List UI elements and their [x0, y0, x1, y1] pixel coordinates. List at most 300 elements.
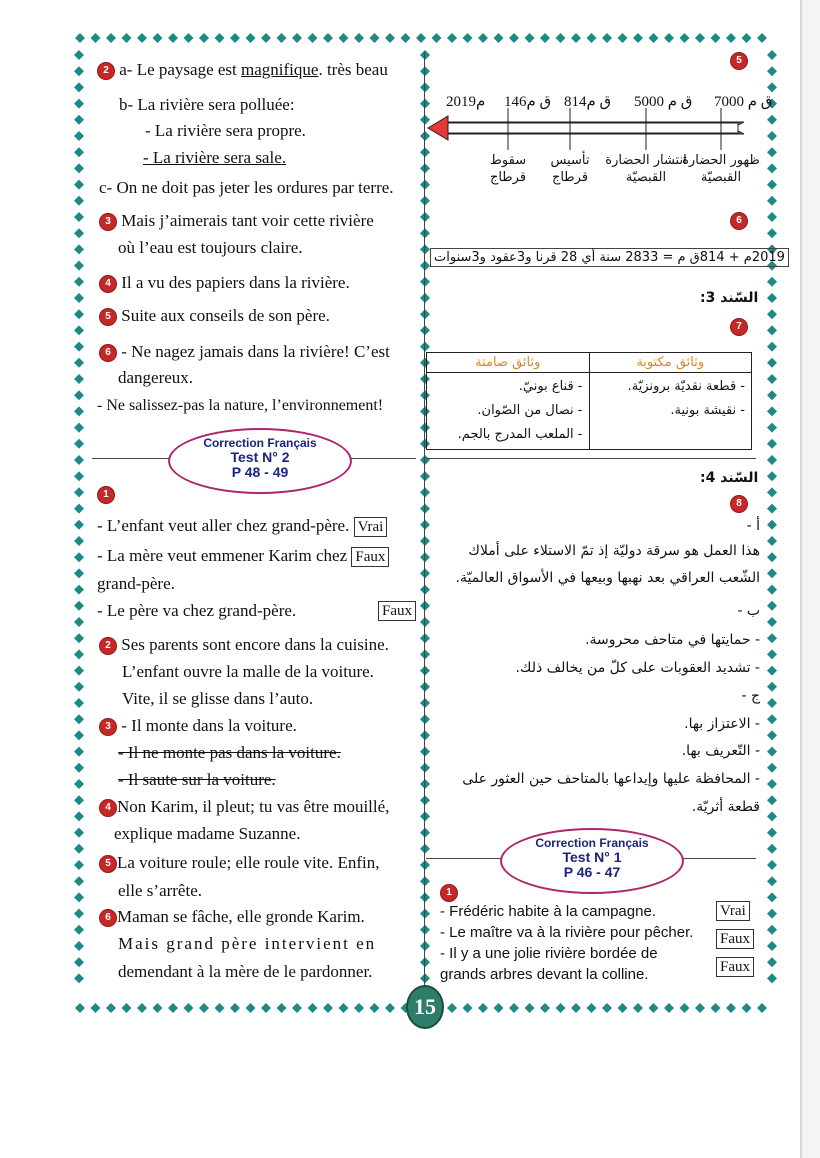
- border-diamond: [420, 876, 430, 886]
- timeline: [424, 86, 773, 196]
- paper-edge: [800, 0, 820, 1158]
- border-diamond: [74, 925, 84, 935]
- border-diamond: [767, 844, 777, 854]
- border-diamond: [695, 1003, 705, 1013]
- border-diamond: [420, 730, 430, 740]
- silent-doc-item: - الملعب المدرج بالجم.: [457, 427, 583, 442]
- border-diamond: [767, 504, 777, 514]
- marker-6: 6: [99, 909, 117, 927]
- border-diamond: [74, 730, 84, 740]
- border-diamond: [122, 1003, 132, 1013]
- border-diamond: [74, 957, 84, 967]
- border-diamond: [74, 973, 84, 983]
- border-diamond: [726, 1003, 736, 1013]
- border-diamond: [74, 471, 84, 481]
- border-diamond: [742, 1003, 752, 1013]
- border-diamond: [74, 487, 84, 497]
- badge-title: Correction Français: [535, 836, 649, 850]
- border-diamond: [74, 358, 84, 368]
- border-diamond: [767, 601, 777, 611]
- border-diamond: [323, 1003, 333, 1013]
- border-diamond: [695, 33, 705, 43]
- border-diamond: [184, 33, 194, 43]
- border-diamond: [767, 779, 777, 789]
- border-diamond: [74, 277, 84, 287]
- border-diamond: [767, 115, 777, 125]
- border-diamond: [420, 682, 430, 692]
- t2q6-line3: demendant à la mère de le pardonner.: [118, 962, 373, 981]
- t2q4a-text: Non Karim, il pleut; tu vas être mouillé,: [117, 797, 390, 816]
- border-diamond: [74, 131, 84, 141]
- marker-6: 6: [730, 212, 748, 230]
- border-diamond: [106, 1003, 116, 1013]
- silent-docs-header: وثائق صامتة: [427, 353, 590, 373]
- q6-line1: [99, 342, 390, 362]
- timeline-event: تأسيس: [550, 153, 590, 168]
- border-diamond: [664, 33, 674, 43]
- timeline-event: ظهور الحضارة: [682, 153, 760, 168]
- border-diamond: [184, 1003, 194, 1013]
- timeline-event: قرطاج: [551, 170, 589, 185]
- t1q1a-line: - Frédéric habite à la campagne.: [440, 903, 656, 920]
- border-diamond: [767, 957, 777, 967]
- border-diamond: [74, 455, 84, 465]
- border-diamond: [767, 423, 777, 433]
- part-a-text2: الشّعب العراقي بعد نهبها وبيعها في الأسواق العالميّة.: [455, 570, 760, 586]
- t2q1a-text: - L’enfant veut aller chez grand-père.: [97, 516, 350, 535]
- t1-marker-1: [440, 884, 458, 902]
- border-diamond: [308, 33, 318, 43]
- border-diamond: [74, 82, 84, 92]
- border-diamond: [199, 33, 209, 43]
- t2q5-line2: elle s’arrête.: [118, 881, 202, 900]
- border-diamond: [494, 1003, 504, 1013]
- border-diamond: [420, 536, 430, 546]
- part-j-item1: - الاعتزاز بها.: [684, 716, 760, 732]
- border-diamond: [618, 1003, 628, 1013]
- border-diamond: [633, 33, 643, 43]
- border-diamond: [587, 33, 597, 43]
- border-diamond: [420, 212, 430, 222]
- border-diamond: [509, 33, 519, 43]
- q2a-end: . très beau: [318, 60, 388, 79]
- border-diamond: [420, 244, 430, 254]
- border-diamond: [74, 828, 84, 838]
- t2q1c-box: [378, 601, 416, 621]
- part-b-item2: - تشديد العقوبات على كلّ من يخالف ذلك.: [515, 660, 760, 676]
- border-diamond: [420, 520, 430, 530]
- border-diamond: [420, 811, 430, 821]
- part-j-item3b: قطعة أثريّة.: [691, 799, 760, 815]
- border-diamond: [420, 795, 430, 805]
- border-diamond: [74, 633, 84, 643]
- border-diamond: [122, 33, 132, 43]
- border-diamond: [420, 455, 430, 465]
- border-diamond: [74, 163, 84, 173]
- border-diamond: [420, 763, 430, 773]
- border-diamond: [74, 325, 84, 335]
- border-diamond: [74, 520, 84, 530]
- border-diamond: [420, 925, 430, 935]
- written-docs-cell: [589, 373, 752, 450]
- border-diamond: [767, 406, 777, 416]
- t2q5a-text: La voiture roule; elle roule vite. Enfin,: [117, 853, 380, 872]
- border-diamond: [277, 1003, 287, 1013]
- border-diamond: [767, 682, 777, 692]
- q2b-title: b- La rivière sera polluée:: [119, 95, 295, 114]
- border-diamond: [74, 585, 84, 595]
- border-diamond: [767, 342, 777, 352]
- q3-line2: où l’eau est toujours claire.: [118, 238, 303, 257]
- t2q3a-text: - Il monte dans la voiture.: [121, 716, 297, 735]
- border-diamond: [74, 180, 84, 190]
- border-diamond: [767, 552, 777, 562]
- border-diamond: [385, 33, 395, 43]
- border-diamond: [74, 779, 84, 789]
- calculation: 2019م + 814ق م = 2833 سنة أي 28 قرنا و3عقود و3سنوات: [430, 248, 789, 267]
- border-diamond: [447, 1003, 457, 1013]
- border-diamond: [74, 682, 84, 692]
- border-diamond: [767, 358, 777, 368]
- border-diamond: [432, 33, 442, 43]
- border-diamond: [556, 1003, 566, 1013]
- border-diamond: [463, 1003, 473, 1013]
- t2q1c-line: - Le père va chez grand-père.: [97, 601, 297, 620]
- border-diamond: [74, 293, 84, 303]
- q5-text: Suite aux conseils de son père.: [121, 306, 330, 325]
- marker-6-right: [730, 212, 748, 230]
- border-diamond: [420, 487, 430, 497]
- t2q2-line3: Vite, il se glisse dans l’auto.: [122, 689, 314, 708]
- part-b-item1: - حمايتها في متاحف محروسة.: [585, 632, 760, 648]
- marker-4: 4: [99, 275, 117, 293]
- answer-box-vrai: Vrai: [716, 901, 750, 921]
- border-diamond: [74, 617, 84, 627]
- border-diamond: [74, 244, 84, 254]
- border-diamond: [767, 730, 777, 740]
- t2-marker-1: [97, 486, 115, 504]
- border-diamond: [767, 131, 777, 141]
- marker-3: 3: [99, 718, 117, 736]
- border-diamond: [420, 844, 430, 854]
- border-diamond: [602, 1003, 612, 1013]
- border-diamond: [106, 33, 116, 43]
- border-diamond: [261, 33, 271, 43]
- marker-5: 5: [730, 52, 748, 70]
- border-diamond: [74, 536, 84, 546]
- border-diamond: [370, 1003, 380, 1013]
- written-doc-item: - نقيشة بونية.: [670, 403, 745, 418]
- border-diamond: [420, 698, 430, 708]
- border-diamond: [230, 1003, 240, 1013]
- border-diamond: [74, 228, 84, 238]
- border-diamond: [91, 33, 101, 43]
- part-j-label: ج -: [741, 688, 760, 704]
- border-diamond: [74, 909, 84, 919]
- border-diamond: [74, 601, 84, 611]
- border-diamond: [74, 66, 84, 76]
- border-diamond: [339, 1003, 349, 1013]
- t2q4-line1: [99, 797, 389, 817]
- border-diamond: [420, 973, 430, 983]
- border-diamond: [215, 33, 225, 43]
- q3-line1: [99, 211, 374, 231]
- border-diamond: [74, 439, 84, 449]
- border-diamond: [199, 1003, 209, 1013]
- timeline-date: 5000 ق م: [634, 94, 693, 110]
- border-diamond: [767, 277, 777, 287]
- t2q2-line1: [99, 635, 389, 655]
- border-diamond: [525, 33, 535, 43]
- border-diamond: [401, 33, 411, 43]
- border-diamond: [420, 779, 430, 789]
- border-diamond: [420, 633, 430, 643]
- border-diamond: [137, 1003, 147, 1013]
- border-diamond: [420, 747, 430, 757]
- border-diamond: [649, 33, 659, 43]
- border-diamond: [74, 212, 84, 222]
- answer-box-faux: Faux: [716, 929, 754, 949]
- written-doc-item: - قطعة نقديّة برونزيّة.: [627, 379, 745, 394]
- border-diamond: [420, 957, 430, 967]
- border-diamond: [767, 892, 777, 902]
- border-diamond: [215, 1003, 225, 1013]
- marker-7: 7: [730, 318, 748, 336]
- border-diamond: [571, 33, 581, 43]
- page-number: 15: [406, 985, 444, 1029]
- border-diamond: [420, 50, 430, 60]
- timeline-date: 814ق م: [564, 94, 612, 110]
- documents-table: [426, 352, 752, 450]
- part-a-text1: هذا العمل هو سرقة دوليّة إذ تمّ الاستلاء على أملاك: [468, 543, 760, 559]
- timeline-date: 2019م: [446, 94, 486, 110]
- border-diamond: [385, 1003, 395, 1013]
- border-diamond: [75, 33, 85, 43]
- t2q6a-text: Maman se fâche, elle gronde Karim.: [117, 907, 365, 926]
- marker-5-right: [730, 52, 748, 70]
- marker-2: 2: [97, 62, 115, 80]
- border-diamond: [680, 33, 690, 43]
- timeline-event: قرطاج: [489, 170, 527, 185]
- border-diamond: [767, 147, 777, 157]
- border-diamond: [74, 568, 84, 578]
- border-diamond: [74, 666, 84, 676]
- marker-4: 4: [99, 799, 117, 817]
- border-diamond: [74, 196, 84, 206]
- border-diamond: [308, 1003, 318, 1013]
- t2q1b-line2: grand-père.: [97, 574, 175, 593]
- border-diamond: [767, 66, 777, 76]
- border-diamond: [420, 860, 430, 870]
- border-diamond: [618, 33, 628, 43]
- border-diamond: [767, 212, 777, 222]
- t2q6-line2: Mais grand père intervient en: [118, 934, 377, 953]
- border-diamond: [339, 33, 349, 43]
- marker-2: 2: [99, 637, 117, 655]
- correction-badge-test1: [500, 828, 684, 894]
- border-diamond: [711, 33, 721, 43]
- border-diamond: [767, 439, 777, 449]
- q6a-text: - Ne nagez jamais dans la rivière! C’est: [121, 342, 390, 361]
- border-diamond: [416, 33, 426, 43]
- part-j-item3: - المحافظة عليها وإيداعها بالمتاحف حين العثور على: [462, 771, 760, 787]
- border-diamond: [74, 374, 84, 384]
- border-diamond: [767, 876, 777, 886]
- border-diamond: [767, 714, 777, 724]
- border-diamond: [420, 617, 430, 627]
- border-diamond: [153, 1003, 163, 1013]
- part-a-label: أ -: [746, 518, 760, 534]
- border-diamond: [767, 471, 777, 481]
- border-diamond: [420, 66, 430, 76]
- q4-line: [99, 273, 350, 293]
- t2q3-line1: [99, 716, 297, 736]
- border-diamond: [767, 520, 777, 530]
- border-diamond: [767, 909, 777, 919]
- border-diamond: [767, 666, 777, 676]
- q5-line: [99, 306, 330, 326]
- t2q6-line1: [99, 907, 365, 927]
- sanad4-heading: السّند 4:: [700, 470, 759, 486]
- timeline-event: سقوط: [489, 153, 527, 168]
- border-diamond: [767, 487, 777, 497]
- t2q2-line2: L’enfant ouvre la malle de la voiture.: [122, 662, 374, 681]
- border-diamond: [494, 33, 504, 43]
- border-diamond: [757, 33, 767, 43]
- border-diamond: [74, 99, 84, 109]
- border-diamond: [420, 309, 430, 319]
- border-diamond: [420, 892, 430, 902]
- border-diamond: [767, 585, 777, 595]
- silent-doc-item: - نصال من الصّوان.: [477, 403, 583, 418]
- border-diamond: [420, 649, 430, 659]
- border-diamond: [74, 504, 84, 514]
- border-diamond: [420, 325, 430, 335]
- border-diamond: [767, 763, 777, 773]
- border-diamond: [420, 277, 430, 287]
- t1q1c-line2: grands arbres devant la colline.: [440, 966, 649, 983]
- border-diamond: [767, 455, 777, 465]
- border-diamond: [137, 33, 147, 43]
- border-diamond: [767, 196, 777, 206]
- border-diamond: [664, 1003, 674, 1013]
- border-diamond: [420, 568, 430, 578]
- border-diamond: [767, 293, 777, 303]
- marker-8: 8: [730, 495, 748, 513]
- border-diamond: [91, 1003, 101, 1013]
- timeline-event: انتشار الحضارة: [605, 153, 687, 168]
- border-diamond: [74, 261, 84, 271]
- border-diamond: [168, 33, 178, 43]
- marker-5: 5: [99, 308, 117, 326]
- timeline-event: القبصيّة: [700, 170, 742, 185]
- border-diamond: [75, 1003, 85, 1013]
- border-diamond: [74, 860, 84, 870]
- border-diamond: [74, 390, 84, 400]
- border-diamond: [767, 747, 777, 757]
- border-diamond: [767, 973, 777, 983]
- border-diamond: [767, 180, 777, 190]
- border-diamond: [323, 33, 333, 43]
- timeline-bar: [448, 123, 738, 133]
- badge-test: Test N° 2: [230, 449, 290, 465]
- border-diamond: [556, 33, 566, 43]
- t2q3-line3: - Il saute sur la voiture.: [118, 770, 276, 789]
- q3a-text: Mais j’aimerais tant voir cette rivière: [121, 211, 374, 230]
- border-diamond: [420, 261, 430, 271]
- border-diamond: [525, 1003, 535, 1013]
- border-diamond: [649, 1003, 659, 1013]
- marker-3: 3: [99, 213, 117, 231]
- sanad3-heading: السّند 3:: [700, 290, 759, 306]
- t2q3-line2: - Il ne monte pas dans la voiture.: [118, 743, 341, 762]
- border-diamond: [767, 828, 777, 838]
- marker-7-right: [730, 318, 748, 336]
- border-diamond: [261, 1003, 271, 1013]
- t1q1a-box: [716, 901, 750, 921]
- answer-box-faux: Faux: [351, 547, 389, 567]
- border-diamond: [767, 390, 777, 400]
- border-diamond: [74, 747, 84, 757]
- border-diamond: [74, 876, 84, 886]
- border-diamond: [767, 50, 777, 60]
- border-diamond: [420, 228, 430, 238]
- border-diamond: [420, 941, 430, 951]
- badge-pages: P 48 - 49: [231, 464, 289, 480]
- border-diamond: [767, 698, 777, 708]
- border-diamond: [742, 33, 752, 43]
- border-diamond: [767, 941, 777, 951]
- border-diamond: [757, 1003, 767, 1013]
- border-diamond: [74, 649, 84, 659]
- border-diamond: [74, 50, 84, 60]
- border-diamond: [767, 811, 777, 821]
- timeline-date: 146ق م: [504, 94, 552, 110]
- divider-right: [426, 458, 756, 459]
- border-diamond: [540, 1003, 550, 1013]
- part-j-item2: - التّعريف بها.: [681, 743, 760, 759]
- t2q4-line2: explique madame Suzanne.: [114, 824, 301, 843]
- timeline-date: 7000 ق م: [714, 94, 773, 110]
- border-diamond: [509, 1003, 519, 1013]
- marker-5: 5: [99, 855, 117, 873]
- t1q1c-line: - Il y a une jolie rivière bordée de: [440, 945, 658, 962]
- border-diamond: [420, 471, 430, 481]
- border-diamond: [767, 82, 777, 92]
- t1q1b-line: - Le maître va à la rivière pour pêcher.: [440, 924, 694, 941]
- border-diamond: [571, 1003, 581, 1013]
- border-diamond: [74, 309, 84, 319]
- q2a-text: a- Le paysage est: [119, 60, 237, 79]
- q2b-option1: - La rivière sera propre.: [145, 121, 306, 140]
- border-diamond: [767, 633, 777, 643]
- border-diamond: [74, 892, 84, 902]
- q2b-option2: - La rivière sera sale.: [143, 148, 286, 167]
- q2c-line: c- On ne doit pas jeter les ordures par terre.: [99, 178, 394, 197]
- q4-text: Il a vu des papiers dans la rivière.: [121, 273, 350, 292]
- border-diamond: [463, 33, 473, 43]
- border-diamond: [767, 795, 777, 805]
- border-diamond: [74, 844, 84, 854]
- border-diamond: [74, 115, 84, 125]
- border-diamond: [767, 860, 777, 870]
- border-diamond: [680, 1003, 690, 1013]
- border-diamond: [168, 1003, 178, 1013]
- border-diamond: [478, 1003, 488, 1013]
- answer-box-vrai: Vrai: [354, 517, 388, 537]
- border-diamond: [420, 828, 430, 838]
- q6-line3: - Ne salissez-pas la nature, l’environnement!: [97, 397, 384, 414]
